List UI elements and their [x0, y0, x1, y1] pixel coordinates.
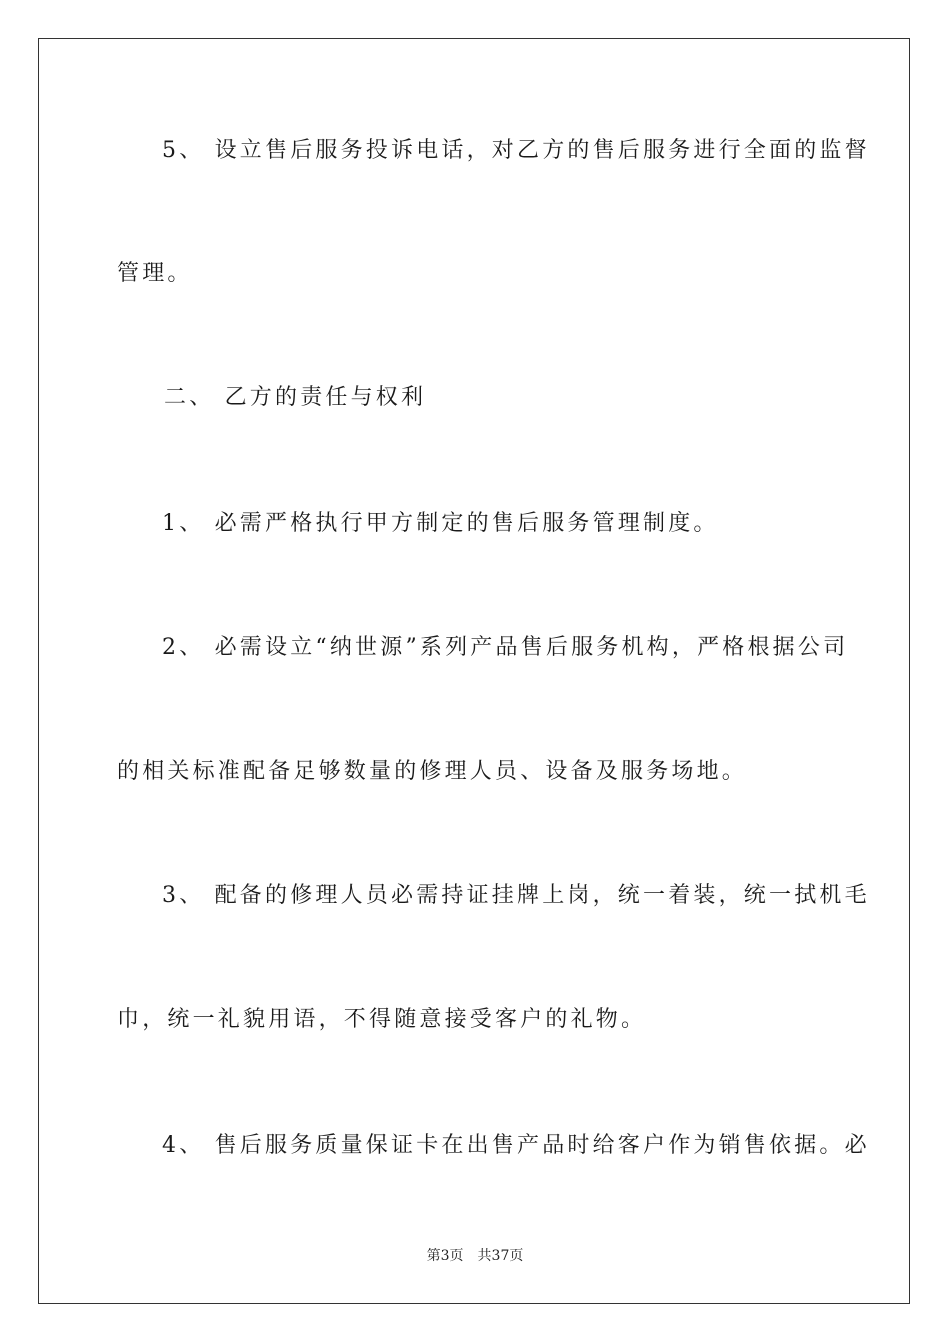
section-heading: 二、 乙方的责任与权利	[164, 385, 427, 410]
paragraph-line-4: 1、 必需严格执行甲方制定的售后服务管理制度。	[162, 511, 719, 536]
page-border	[38, 38, 910, 1304]
paragraph-line-8: 巾，统一礼貌用语，不得随意接受客户的礼物。	[117, 1007, 647, 1032]
paragraph-line-2: 管理。	[117, 261, 193, 286]
page-footer	[0, 1246, 950, 1266]
paragraph-line-5: 2、 必需设立“纳世源”系列产品售后服务机构，严格根据公司	[162, 635, 849, 660]
total-pages: 共37页	[477, 1248, 524, 1264]
paragraph-line-1: 5、 设立售后服务投诉电话，对乙方的售后服务进行全面的监督	[162, 138, 870, 163]
page-number: 第3页	[426, 1248, 464, 1264]
paragraph-line-6: 的相关标准配备足够数量的修理人员、设备及服务场地。	[117, 759, 748, 784]
paragraph-line-9: 4、 售后服务质量保证卡在出售产品时给客户作为销售依据。必	[162, 1133, 870, 1158]
paragraph-line-7: 3、 配备的修理人员必需持证挂牌上岗，统一着装，统一拭机毛	[162, 883, 870, 908]
